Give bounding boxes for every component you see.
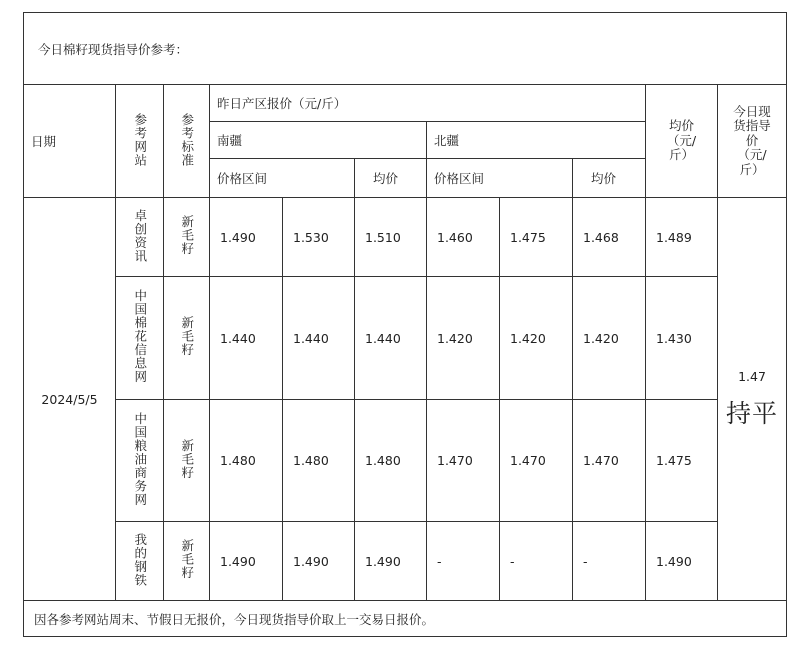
south-high-cell: 1.480 [283,400,355,522]
south-low-cell: 1.490 [210,198,283,277]
north-avg-cell: 1.468 [573,198,646,277]
site-header [116,85,164,198]
north-low-cell: 1.420 [427,277,500,400]
south-low-cell: 1.440 [210,277,283,400]
guide-header-text: 今日现货指导价（元/斤） [733,104,771,177]
standard-name: 新毛籽 [179,215,195,256]
site-cell [116,522,164,601]
table-row [24,277,787,400]
north-low-cell: 1.470 [427,400,500,522]
south-avg-cell: 1.490 [355,522,427,601]
intro-text: 今日棉籽现货指导价参考： [24,13,787,85]
price-table [23,12,787,637]
date-header: 日期 [24,85,116,198]
overall-avg-cell: 1.430 [646,277,718,400]
guide-value: 1.47 [738,368,766,384]
standard-header [164,85,210,198]
south-avg-cell: 1.440 [355,277,427,400]
north-avg-header: 均价 [573,159,646,198]
north-high-cell: 1.420 [500,277,573,400]
standard-cell [164,522,210,601]
standard-cell [164,277,210,400]
north-low-cell: - [427,522,500,601]
site-name: 我的钢铁 [132,532,148,587]
site-name: 卓创资讯 [132,208,148,263]
site-name: 中国粮油商务网 [132,411,148,507]
standard-name: 新毛籽 [179,316,195,357]
site-cell [116,400,164,522]
north-avg-cell: 1.420 [573,277,646,400]
standard-cell [164,400,210,522]
standard-cell [164,198,210,277]
table-row [24,400,787,522]
date-cell: 2024/5/5 [24,198,116,601]
south-avg-cell: 1.510 [355,198,427,277]
table-row [24,522,787,601]
standard-header-text: 参考标准 [179,112,195,167]
north-high-cell: 1.470 [500,400,573,522]
north-avg-cell: - [573,522,646,601]
yesterday-header: 昨日产区报价（元/斤） [210,85,646,122]
north-avg-cell: 1.470 [573,400,646,522]
overall-avg-header [646,85,718,198]
site-cell [116,198,164,277]
south-range-header: 价格区间 [210,159,355,198]
footnote: 因各参考网站周末、节假日无报价，今日现货指导价取上一交易日报价。 [24,601,787,637]
overall-avg-header-text: 均价（元/斤） [666,118,697,163]
north-high-cell: - [500,522,573,601]
north-range-header: 价格区间 [427,159,573,198]
guide-header [718,85,787,198]
guide-cell [718,198,787,601]
north-high-cell: 1.475 [500,198,573,277]
north-low-cell: 1.460 [427,198,500,277]
overall-avg-cell: 1.475 [646,400,718,522]
south-avg-cell: 1.480 [355,400,427,522]
south-high-cell: 1.530 [283,198,355,277]
overall-avg-cell: 1.489 [646,198,718,277]
site-header-text: 参考网站 [132,112,148,167]
standard-name: 新毛籽 [179,539,195,580]
south-avg-header: 均价 [355,159,427,198]
site-name: 中国棉花信息网 [132,289,148,384]
south-header: 南疆 [210,122,427,159]
south-high-cell: 1.440 [283,277,355,400]
south-high-cell: 1.490 [283,522,355,601]
guide-trend: 持平 [725,398,778,428]
overall-avg-cell: 1.490 [646,522,718,601]
south-low-cell: 1.490 [210,522,283,601]
table-row [24,198,787,277]
site-cell [116,277,164,400]
standard-name: 新毛籽 [179,438,195,480]
south-low-cell: 1.480 [210,400,283,522]
north-header: 北疆 [427,122,646,159]
